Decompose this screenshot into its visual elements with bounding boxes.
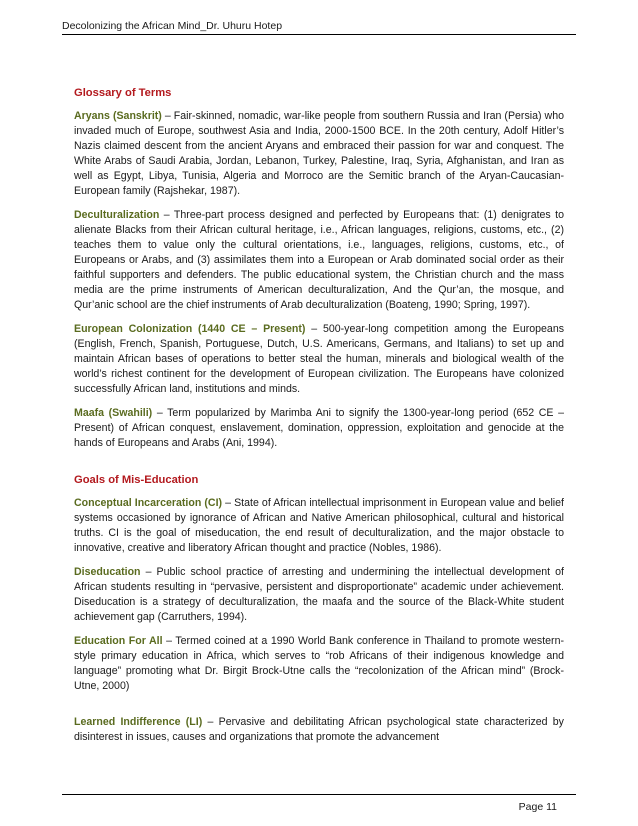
term-label: Aryans (Sanskrit) [74,110,162,122]
page-number: Page 11 [518,801,557,813]
term-label: Education For All [74,635,163,647]
section-spacer [74,460,564,474]
glossary-entry-diseducation [74,565,564,625]
term-definition: – Termed coined at a 1990 World Bank conference in Thailand to promote western-style primary education in Africa, which serves to “rob Africans of their indigenous knowledge and language” promoting what Dr. Birgit Brock-Utne calls the “recolonization of the African mind” (Brock-Utne, 2000) [74,635,564,692]
section-title-glossary: Glossary of Terms [74,87,172,99]
running-header: Decolonizing the African Mind_Dr. Uhuru Hotep [62,20,283,32]
term-definition: – 500-year-long competition among the Europeans (English, French, Spanish, Portuguese, Dutch, U.S. Americans, Germans, and Italians) to set up and maintain African bases of operations to better steal the human, minerals and biological wealth of the world’s richest continent for the development of European civilization. The Europeans have colonized successfully African land, institutions and minds. [74,323,565,395]
term-label: Conceptual Incarceration (CI) [74,497,223,509]
term-definition: – Public school practice of arresting and undermining the intellectual development of African students resulting in “pervasive, persistent and disproportionate” academic under achievement. Diseducation is a strategy of deculturalization, the maafa and the source of the Black-White student achievement gap (Carruthers, 1994). [74,566,564,623]
glossary-entry-maafa [74,406,564,451]
entry-spacer [74,703,564,715]
footer-rule [62,794,576,795]
glossary-entry-education-for-all [74,634,564,694]
term-definition: – Three-part process designed and perfected by Europeans that: (1) denigrates to alienate Blacks from their African cultural heritage, i.e., African languages, religions, customs, etc., (2) teaches them to value only the cultural orientations, i.e., languages, religions, customs, etc., of Europeans or Arabs, and (3) assimilates them into a European or Arab dominated social order as their faithful supporters and defenders. The public educational system, the Christian church and the mass media are the prime instruments of American deculturalization, And the Qur’an, the mosque, and Qur’anic school are the chief instruments of Arab deculturalization (Boateng, 1990; Spring, 1997). [74,209,564,311]
term-label: Diseducation [74,566,141,578]
page-content [74,87,564,754]
section-title-goals: Goals of Mis-Education [74,474,199,486]
term-label: Deculturalization [74,209,160,221]
term-definition: – Pervasive and debilitating African psychological state characterized by disinterest in issues, causes and organizations that promote the advancement [74,716,564,743]
term-definition: – State of African intellectual imprisonment in European value and belief systems occasioned by ignorance of African and Native American philosophical, cultural and historical truths. CI is the goal of miseducation, the end result of deculturalization, and the major obstacle to innovative, creative and liberatory African thought and practice (Nobles, 1986). [74,497,565,554]
term-label: Maafa (Swahili) [74,407,153,419]
glossary-entry-learned-indifference [74,715,564,745]
glossary-entry-european-colonization [74,322,564,397]
term-definition: – Fair-skinned, nomadic, war-like people from southern Russia and Iran (Persia) who invaded much of Europe, southwest Asia and India, 2000-1500 BCE. In the 20th century, Adolf Hitler’s Nazis claimed descent from the ancient Aryans and embraced their passion for war and conquest. The White Arabs of Saudi Arabia, Jordan, Lebanon, Turkey, Palestine, Iraq, Syria, Afghanistan, and Iran as well as Egypt, Libya, Tunisia, Algeria and Morroco are the Semitic branch of the Aryan-Caucasian-European family (Rajshekar, 1987). [74,110,564,197]
glossary-entry-conceptual-incarceration [74,496,564,556]
term-label: European Colonization (1440 CE – Present) [74,323,306,335]
glossary-entry-deculturalization [74,208,564,313]
glossary-entry-aryans [74,109,564,199]
term-definition: – Term popularized by Marimba Ani to signify the 1300-year-long period (652 CE – Present) of African conquest, enslavement, domination, oppression, exploitation and genocide at the hands of Europeans and Arabs (Ani, 1994). [74,407,565,449]
term-label: Learned Indifference (LI) [74,716,203,728]
header-rule [62,34,576,35]
